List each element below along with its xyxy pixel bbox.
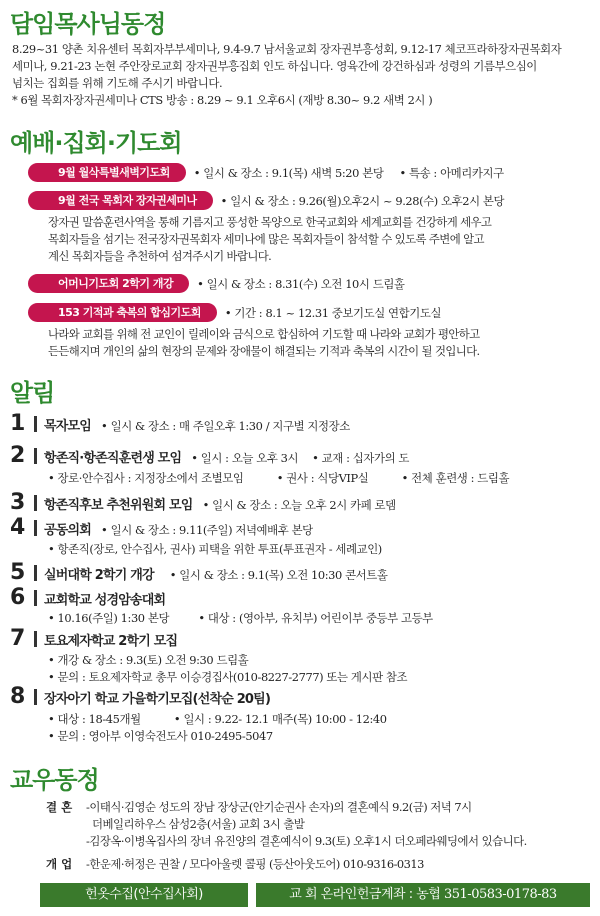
notice-detail: • 개강 & 장소 : 9.3(토) 오전 9:30 드림홀 [48,653,249,667]
notice-title: 항존직후보 추천위원회 모임 [44,498,193,513]
event-pill: 9월 전국 목회자 장자권세미나 [28,191,213,210]
worship-item [28,191,504,210]
marriage-label: 결 혼 [46,800,73,814]
notice-detail: • 일시 & 장소 : 매 주일오후 1:30 / 지구별 지정장소 [101,419,350,433]
notice-subline [48,711,387,727]
marriage-list [86,799,527,850]
divider [34,448,37,464]
notice-item [44,494,396,513]
event-pill: 9월 월삭특별새벽기도회 [28,163,186,182]
event-pill: 153 기적과 축복의 합심기도회 [28,303,217,322]
pastor-news-line: 넘치는 집회를 위해 기도해 주시기 바랍니다. [12,76,223,90]
notice-title: 목자모임 [44,419,92,434]
notice-number: 2 [10,443,26,468]
divider [34,590,37,606]
notice-title: 교회학교 성경암송대회 [44,593,166,608]
section-title-member-news: 교우동정 [10,766,99,794]
notice-item [44,447,409,466]
notice-number: 7 [10,626,26,651]
notice-number: 4 [10,515,26,540]
divider [34,631,37,647]
offering-label: 교 회 온라인헌금계좌 : [289,887,417,902]
event-pill: 어머니기도회 2학기 개강 [28,274,189,293]
notice-title: 공동의회 [44,523,92,538]
section-title-pastor-news: 담임목사님동정 [10,10,166,38]
notice-number: 8 [10,684,26,709]
notice-detail: • 문의 : 영아부 이영숙전도사 010-2495-5047 [48,729,273,743]
notice-item [44,415,350,434]
notice-number: 6 [10,585,26,610]
section-title-worship: 예배·집회·기도회 [10,129,182,157]
online-offering-banner [256,883,590,907]
divider [34,520,37,536]
notice-detail: • 권사 : 식당VIP실 [276,471,369,485]
notice-item [44,688,280,707]
notice-detail: • 일시 : 오늘 오후 3시 [191,451,299,465]
notice-number: 1 [10,411,26,436]
divider [34,495,37,511]
notice-detail: • 대상 : 18-45개월 [48,712,141,726]
notice-item [44,589,175,608]
divider [34,689,37,705]
description-line: 계신 목회자들을 추천하여 섬겨주시기 바랍니다. [48,249,272,263]
notice-number: 3 [10,490,26,515]
notice-title: 토요제자학교 2학기 모집 [44,634,178,649]
description-line: 나라와 교회를 위해 전 교인이 릴레이와 금식으로 합심하여 기도할 때 나라와 교회가 평안하고 [48,327,480,341]
notice-title: 실버대학 2학기 개강 [44,568,154,583]
marriage-line: -이태식·김영순 성도의 장남 장상군(안기순권사 손자)의 결혼예식 9.2(금) 저녁 7시 [86,800,472,814]
clothes-collection-banner: 헌옷수집(안수집사회) [40,883,248,907]
offering-account: 농협 351-0583-0178-83 [416,887,557,902]
notice-detail: • 일시 & 장소 : 오늘 오후 2시 카페 로뎀 [202,498,396,512]
description-line: 장자권 말씀훈련사역을 통해 기름지고 풍성한 목양으로 한국교회와 세계교회를 건강하게 세우고 [48,215,492,229]
notice-subline [48,610,433,626]
notice-detail: • 일시 : 9.22- 12.1 매주(목) 10:00 - 12:40 [173,712,387,726]
event-description [48,326,586,360]
event-detail: • 일시 & 장소 : 8.31(수) 오전 10시 드림홀 [197,276,405,291]
marriage-line: 더베일리하우스 삼성2층(서울) 교회 3시 출발 [92,817,305,831]
worship-item [28,303,441,322]
notice-title: 장자아기 학교 가을학기모집(선착순 20팀) [44,692,271,707]
event-detail: • 일시 & 장소 : 9.1(목) 새벽 5:20 본당 [193,165,384,180]
notice-detail: • 일시 & 장소 : 9.1(목) 오전 10:30 콘서트홀 [169,568,388,582]
notice-item [44,519,313,538]
pastor-news-line: * 6월 목회자장자권세미나 CTS 방송 : 8.29 ~ 9.1 오후6시 (재방 8.30~ 9.2 새벽 2시 ) [12,93,433,107]
pastor-news-line: 8.29~31 양촌 치유센터 목회자부부세미나, 9.4-9.7 남서울교회 장자권부흥성회, 9.12-17 체코프라하장자권목회자 [12,42,562,56]
worship-item [28,274,405,293]
notice-item [44,630,187,649]
notice-detail: • 일시 & 장소 : 9.11(주일) 저녁예배후 본당 [101,523,313,537]
notice-detail: • 대상 : (영아부, 유치부) 어린이부 중등부 고등부 [198,611,433,625]
notice-detail: • 10.16(주일) 1:30 본당 [48,611,170,625]
marriage-line: -김장옥·이병옥집사의 장녀 유진양의 결혼예식이 9.3(토) 오후1시 더오페라웨딩에서 있습니다. [86,834,527,848]
event-detail: • 기간 : 8.1 ~ 12.31 중보기도실 연합기도실 [224,305,442,320]
notice-item [44,564,388,583]
section-title-notices: 알림 [10,379,55,407]
divider [34,565,37,581]
event-detail: • 특송 : 아메리카지구 [399,165,504,180]
notice-subline [48,470,509,486]
notice-detail: • 장로·안수집사 : 지정장소에서 조별모임 [48,471,244,485]
notice-detail: • 전체 훈련생 : 드림홀 [401,471,510,485]
notice-title: 항존직·항존직훈련생 모임 [44,451,182,466]
description-line: 목회자들을 섬기는 전국장자권목회자 세미나에 많은 목회자들이 참석할 수 있도록 주변에 알고 [48,232,484,246]
worship-item [28,163,504,182]
notice-detail: • 항존직(장로, 안수집사, 권사) 피택을 위한 투표(투표권자 - 세례교인) [48,542,382,556]
opening-line: -한운제·허정은 권찰 / 모다아울렛 콜핑 (등산아웃도어) 010-9316-0313 [86,857,424,871]
event-detail: • 일시 & 장소 : 9.26(월)오후2시 ~ 9.28(수) 오후2시 본당 [220,193,505,208]
pastor-news-text [12,41,586,109]
description-line: 든든해지며 개인의 삶의 현장의 문제와 장애물이 해결되는 기적과 축복의 시간이 될 것입니다. [48,344,480,358]
divider [34,416,37,432]
notice-detail: • 교재 : 십자가의 도 [312,451,410,465]
opening-label: 개 업 [46,857,73,871]
event-description [48,214,586,265]
pastor-news-line: 세미나, 9.21-23 논현 주안장로교회 장자권부흥집회 인도 하십니다. 영육간에 강건하심과 성령의 기름부으심이 [12,59,537,73]
notice-number: 5 [10,560,26,585]
notice-detail: • 문의 : 토요제자학교 총무 이승경집사(010-8227-2777) 또는 게시판 참조 [48,670,408,684]
